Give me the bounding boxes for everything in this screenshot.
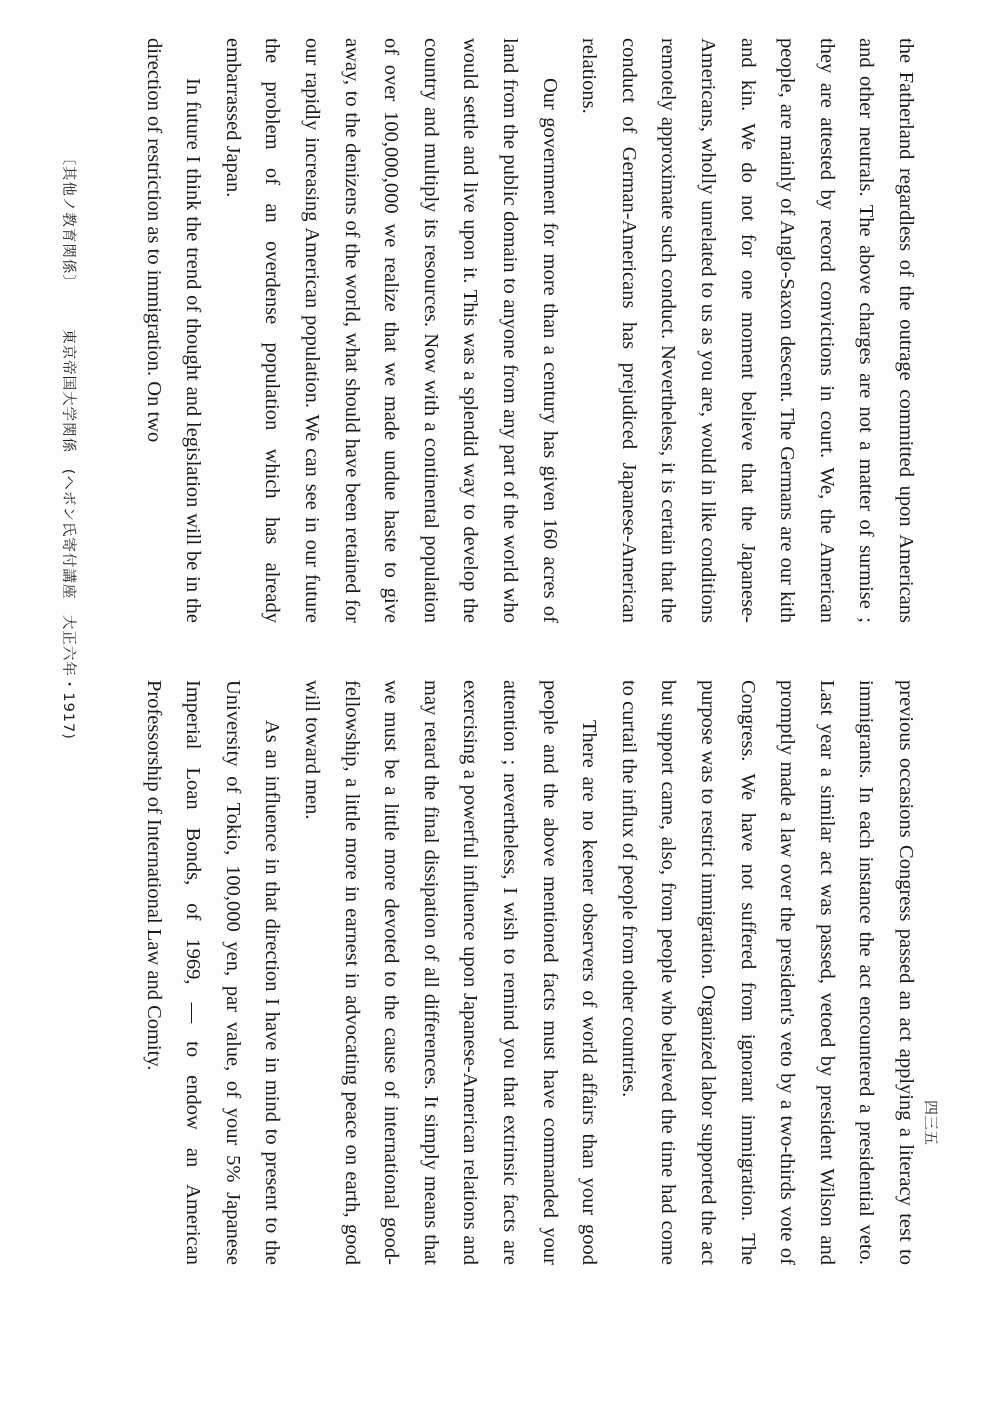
header-section: 〔其他ノ教育関係〕 — [60, 150, 76, 283]
header-institution: 東京帝国大学関係 — [60, 329, 76, 454]
page-number: 四三五 — [922, 1100, 940, 1146]
text-column-bottom — [133, 680, 925, 1265]
paragraph: previous occasions Congress passed an act applying a literacy test to immigrants. In each instance the act encountered a presidential veto. Last year a similar act was passed, vetoed by president Wilson and promptly made a law over the president's veto by a two-thirds vote of Congress. We have not suffered from ignorant immigration. The purpose was to restrict immigration. Organized labor supported the act but support came, also, from people who believed the time had come to curtail the influx of people from other countries. — [617, 680, 917, 1265]
paragraph: Our government for more than a century has given 160 acres of land from the public domain to anyone from any part of the world who would settle and live upon it. This was a splendid way to develop the country and multiply its resources. Now with a continental population of over 100,000,000 we realize that we made undue haste to give away, to the denizens of the world, what should have been retained for our rapidly increasing American population. We can see in our future the problem of an overdense population which has already embarrassed Japan. — [221, 38, 561, 623]
text-column-top — [133, 38, 925, 623]
paragraph: the Fatherland regardless of the outrage committed upon Americans and other neutrals. The above charges are not a matter of surmise ; they are attested by record convictions in court. We, the American people, are mainly of Anglo-Saxon descent. The Germans are our kith and kin. We do not for one moment believe that the Japanese-Americans, wholly unrelated to us as you are, would in like conditions remotely approximate such conduct. Nevertheless, it is certain that the conduct of German-Americans has prejudiced Japanese-American relations. — [578, 38, 917, 623]
running-header — [43, 128, 96, 740]
paragraph: In future I think the trend of thought and legislation will be in the direction of restriction as to immigration. On two — [142, 38, 205, 623]
header-subject: (ヘボン氏寄付講座 大正六年・1917) — [60, 468, 76, 740]
paragraph: There are no keener observers of world affairs than your good people and the above mentioned facts must have commanded your attention ; nevertheless, I wish to remind you that extrinsic facts are exercising a powerful influence upon Japanese-American relations and may retard the final dissipation of all differences. It simply means that we must be a little more devoted to the cause of international good-fellowship, a little more in earnest in advocating peace on earth, good will toward men. — [301, 680, 601, 1265]
paragraph: As an influence in that direction I have in mind to present to the University of Tokio, 100,000 yen, par value, of your 5% Japanese Imperial Loan Bonds, of 1969, — to endow an American Professorship of International Law and Comity. — [142, 680, 284, 1265]
